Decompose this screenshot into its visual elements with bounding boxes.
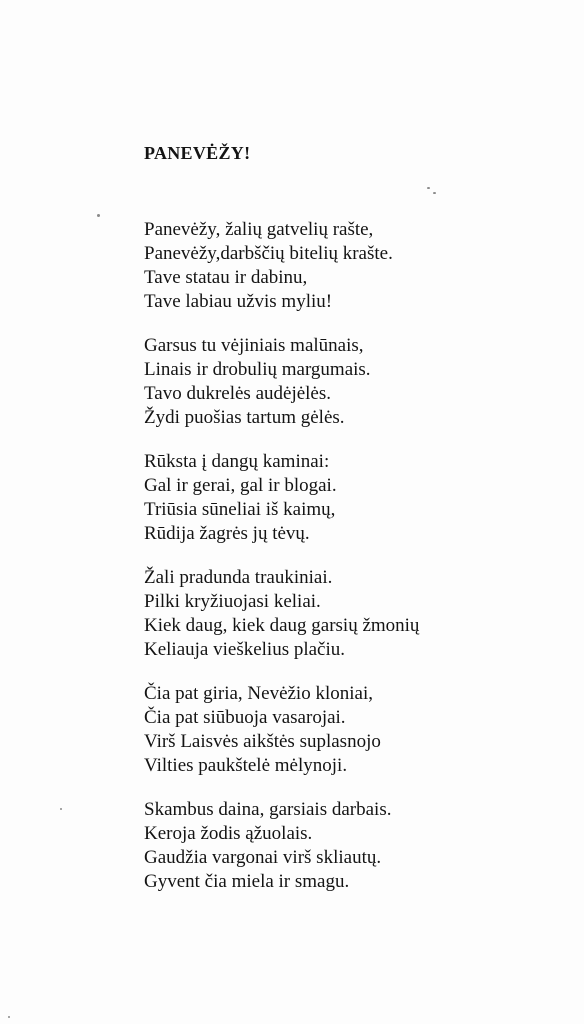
poem-line: Vilties paukštelė mėlynoji.: [144, 755, 348, 776]
poem-line: Tavo dukrelės audėjėlės.: [144, 383, 332, 404]
poem-line: Čia pat siūbuoja vasarojai.: [144, 707, 346, 728]
poem-line: Žydi puošias tartum gėlės.: [144, 407, 345, 428]
poem-title: PANEVĖŽY!: [144, 143, 251, 163]
poem-line: Čia pat giria, Nevėžio kloniai,: [144, 683, 373, 704]
poem-stanza: [144, 566, 564, 662]
poem-line: Virš Laisvės aikštės suplasnojo: [144, 731, 381, 752]
poem-line: Rūksta į dangų kaminai:: [144, 451, 330, 472]
poem-line: Gaudžia vargonai virš skliautų.: [144, 847, 382, 868]
poem-line: Keroja žodis ąžuolais.: [144, 823, 313, 844]
poem-stanza: [144, 334, 564, 430]
scan-speck: [427, 187, 430, 189]
poem-body: [144, 218, 564, 914]
poem-stanza: [144, 682, 564, 778]
poem-line: Skambus daina, garsiais darbais.: [144, 799, 392, 820]
poem-line: Tave statau ir dabinu,: [144, 267, 308, 288]
scan-speck: [433, 192, 436, 194]
poem-line: Kiek daug, kiek daug garsių žmonių: [144, 615, 420, 636]
poem-line: Panevėžy,darbščių bitelių krašte.: [144, 243, 393, 264]
poem-stanza: [144, 450, 564, 546]
poem-line: Garsus tu vėjiniais malūnais,: [144, 335, 364, 356]
poem-line: Gal ir gerai, gal ir blogai.: [144, 475, 337, 496]
scan-speck: [97, 214, 100, 217]
poem-line: Panevėžy, žalių gatvelių rašte,: [144, 219, 374, 240]
poem-line: Triūsia sūneliai iš kaimų,: [144, 499, 336, 520]
poem-line: Linais ir drobulių margumais.: [144, 359, 371, 380]
poem-stanza: [144, 798, 564, 894]
poem-line: Rūdija žagrės jų tėvų.: [144, 523, 310, 544]
scan-speck: [8, 1016, 10, 1018]
poem-line: Žali pradunda traukiniai.: [144, 567, 333, 588]
scan-speck: [60, 808, 62, 810]
poem-line: Pilki kryžiuojasi keliai.: [144, 591, 321, 612]
poem-line: Tave labiau užvis myliu!: [144, 291, 333, 312]
poem-line: Gyvent čia miela ir smagu.: [144, 871, 350, 892]
poem-line: Keliauja vieškelius plačiu.: [144, 639, 346, 660]
poem-stanza: [144, 218, 564, 314]
